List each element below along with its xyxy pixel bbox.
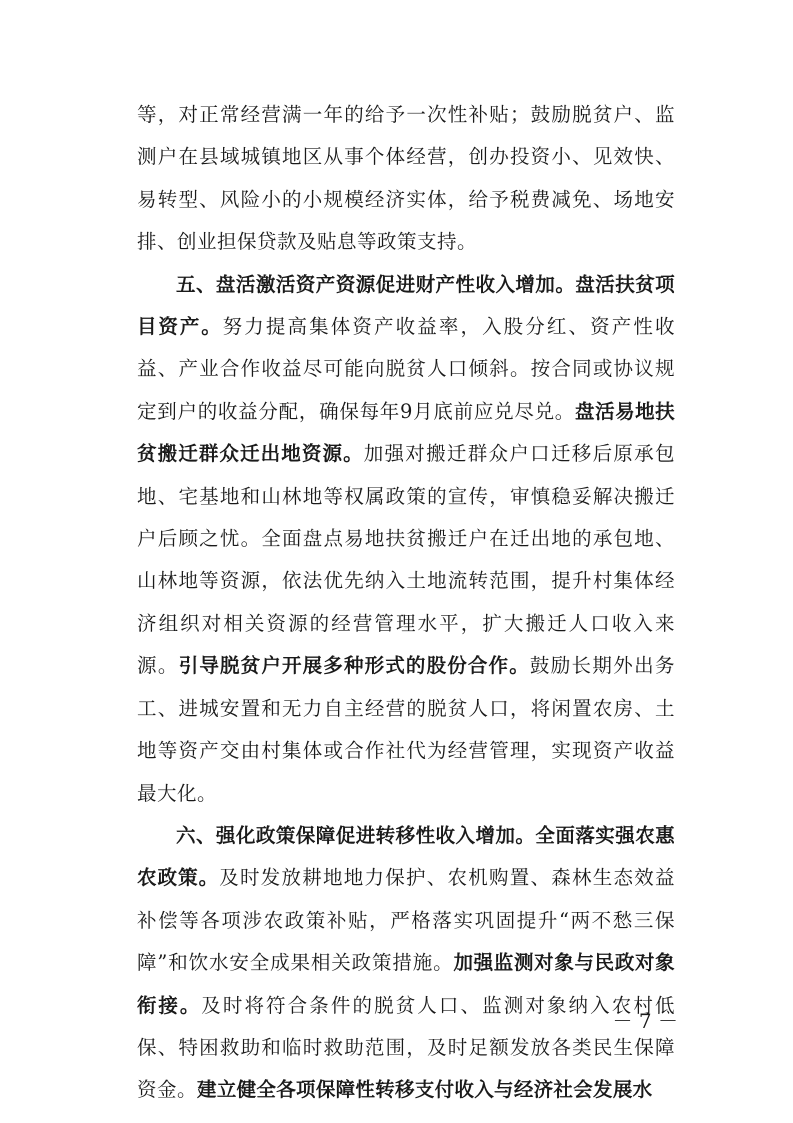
text-segment: 努力提高集体资产收益率，入股分红、资产性收益、产业合作收益尽可能向脱贫人口倾斜。按合同或协议规定到户的收益分配，确保每年9月底前应兑尽兑。 — [137, 315, 675, 423]
text-segment: 鼓励长期外出务工、进城安置和无力自主经营的脱贫人口，将闲置农房、土地等资产交由村集体或合作社代为经营管理，实现资产收益最大化。 — [137, 654, 675, 805]
document-body — [137, 94, 675, 1112]
section-six-heading: 六、强化政策保障促进转移性收入增加。全面落实强农惠农政策。 — [137, 823, 675, 890]
paragraph-section-six — [137, 815, 675, 1112]
paragraph-continuation — [137, 94, 675, 264]
bold-subheading: 建立健全各项保障性转移支付收入与经济社会发展水 — [197, 1078, 653, 1102]
text-segment: 加强对搬迁群众户口迁移后原承包地、宅基地和山林地等权属政策的宣传，审慎稳妥解决搬迁户后顾之忧。全面盘点易地扶贫搬迁户在迁出地的承包地、山林地等资源，依法优先纳入土地流转范围，提升村集体经济组织对相关资源的经营管理水平，扩大搬迁人口收入来源。 — [137, 442, 675, 678]
text-segment: 等，对正常经营满一年的给予一次性补贴；鼓励脱贫户、监测户在县域城镇地区从事个体经营，创办投资小、见效快、易转型、风险小的小规模经济实体，给予税费减免、场地安排、创业担保贷款及贴息等政策支持。 — [137, 103, 675, 254]
paragraph-section-five — [137, 264, 675, 815]
text-segment: 及时发放耕地地力保护、农机购置、森林生态效益补偿等各项涉农政策补贴，严格落实巩固提升“两不愁三保障”和饮水安全成果相关政策措施。 — [137, 866, 675, 975]
page-number: － 7 － — [612, 1009, 678, 1033]
section-five-heading: 五、盘活激活资产资源促进财产性收入增加。盘活扶贫项目资产。 — [137, 272, 675, 339]
text-segment: 及时将符合条件的脱贫人口、监测对象纳入农村低保、特困救助和临时救助范围，及时足额发放各类民生保障资金。 — [137, 993, 675, 1102]
bold-subheading: 引导脱贫户开展多种形式的股份合作。 — [178, 654, 530, 678]
bold-subheading: 加强监测对象与民政对象衔接。 — [137, 951, 675, 1017]
bold-subheading: 盘活易地扶贫搬迁群众迁出地资源。 — [137, 399, 675, 466]
